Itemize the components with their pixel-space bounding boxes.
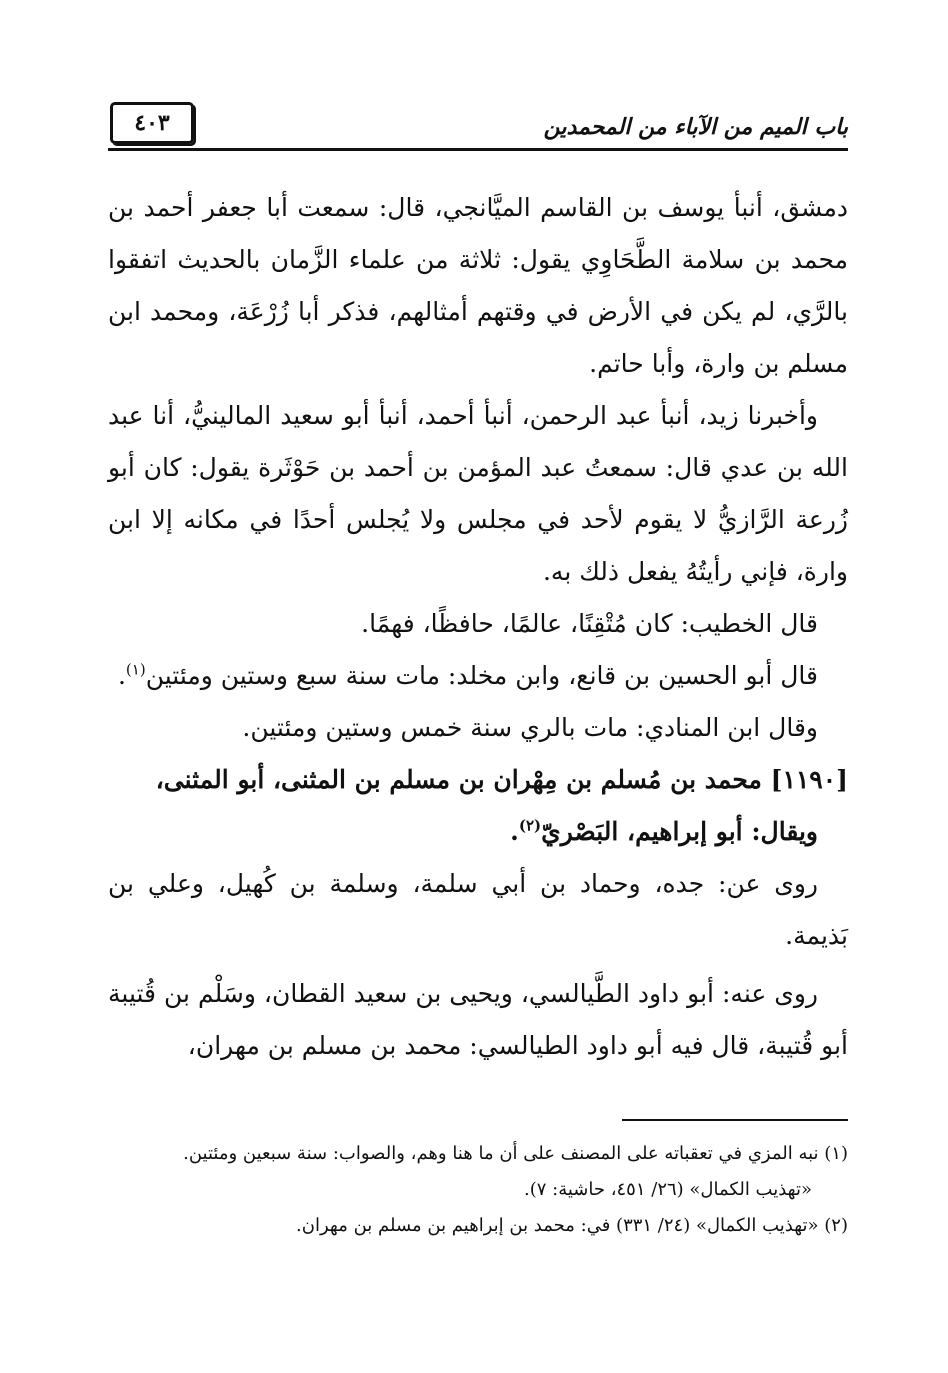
footnotes — [108, 1136, 848, 1244]
footnote-1-line1: (١) نبه المزي في تعقباته على المصنف على أن ما هنا وهم، والصواب: سنة سبعين ومئتين. — [183, 1143, 848, 1164]
main-text — [108, 182, 848, 1072]
paragraph — [108, 182, 848, 390]
paragraph — [108, 858, 848, 962]
running-header — [108, 96, 848, 151]
entry-heading — [108, 754, 848, 858]
footnote-2-text: (٢) «تهذيب الكمال» (٢٤/ ٣٣١) في: محمد بن إبراهيم بن مسلم بن مهران. — [296, 1215, 848, 1236]
entry-heading-line2: ويقال: أبو إبراهيم، البَصْريّ — [541, 817, 818, 846]
paragraph — [108, 968, 848, 1072]
paragraph — [108, 390, 848, 598]
paragraph-text: روى عن: جده، وحماد بن أبي سلمة، وسلمة بن كُهيل، وعلي بن بَذيمة. — [108, 869, 848, 950]
footnote-2 — [108, 1208, 848, 1244]
footnote-ref: (٢) — [518, 816, 542, 835]
paragraph-end: . — [117, 661, 126, 690]
entry-heading-end: . — [510, 817, 519, 846]
paragraph — [108, 598, 848, 650]
footnote-separator — [622, 1119, 848, 1121]
entry-heading-line1: [١١٩٠] محمد بن مُسلم بن مِهْران بن مسلم بن المثنى، أبو المثنى، — [155, 765, 848, 794]
paragraph — [108, 702, 848, 754]
header-title: باب الميم من الآباء من المحمدين — [543, 114, 848, 140]
paragraph-text: وقال ابن المنادي: مات بالري سنة خمس وستين ومئتين. — [242, 713, 818, 742]
paragraph-text: وأخبرنا زيد، أنبأ عبد الرحمن، أنبأ أحمد، أنبأ أبو سعيد المالينيُّ، أنا عبد الله بن عدي قال: سمعتُ عبد المؤمن بن أحمد بن حَوْثَرة يقول: كان أبو زُرعة الرَّازيُّ لا يقوم لأحد في مجلس ولا يُجلس أحدًا في مكانه إلا ابن وارة، فإني رأيتُهُ يفعل ذلك به. — [108, 401, 848, 586]
footnote-1-continuation — [108, 1172, 848, 1208]
page-number: ٤٠٣ — [110, 102, 194, 144]
footnote-1 — [108, 1136, 848, 1172]
paragraph — [108, 650, 848, 702]
paragraph-text: قال الخطيب: كان مُتْقِنًا، عالمًا، حافظًا، فهمًا. — [361, 609, 818, 638]
paragraph-text: روى عنه: أبو داود الطَّيالسي، ويحيى بن سعيد القطان، وسَلْم بن قُتيبة أبو قُتيبة، قال فيه أبو داود الطيالسي: محمد بن مسلم بن مهران، — [108, 979, 848, 1060]
footnote-ref: (١) — [125, 660, 146, 679]
paragraph-text: دمشق، أنبأ يوسف بن القاسم الميَّانجي، قال: سمعت أبا جعفر أحمد بن محمد بن سلامة الطَّحَاوِي يقول: ثلاثة من علماء الزَّمان بالحديث اتفقوا بالرَّي، لم يكن في الأرض في وقتهم أمثالهم، فذكر أبا زُرْعَة، ومحمد ابن مسلم بن وارة، وأبا حاتم. — [108, 193, 848, 378]
footnote-1-line2: «تهذيب الكمال» (٢٦/ ٤٥١، حاشية: ٧). — [524, 1179, 812, 1200]
paragraph-text: قال أبو الحسين بن قانع، وابن مخلد: مات سنة سبع وستين ومئتين — [145, 661, 818, 690]
